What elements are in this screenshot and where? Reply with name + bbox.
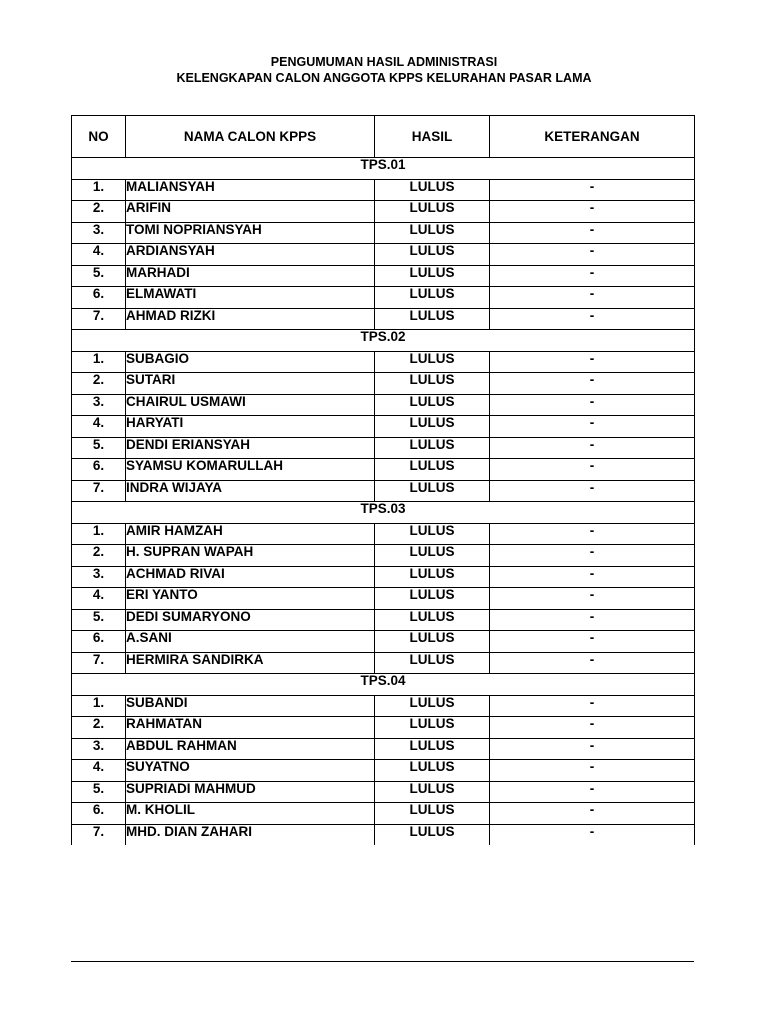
row-number: 5. — [72, 781, 126, 803]
candidate-name: SUTARI — [126, 373, 375, 395]
candidate-name: SUPRIADI MAHMUD — [126, 781, 375, 803]
remarks: - — [490, 244, 695, 266]
row-number: 4. — [72, 588, 126, 610]
table-row — [72, 244, 695, 266]
candidate-name: ARIFIN — [126, 201, 375, 223]
result-status: LULUS — [375, 609, 490, 631]
remarks: - — [490, 609, 695, 631]
candidate-name: MHD. DIAN ZAHARI — [126, 824, 375, 845]
remarks: - — [490, 416, 695, 438]
candidate-name: SUBANDI — [126, 695, 375, 717]
header-keterangan: KETERANGAN — [490, 116, 695, 158]
result-status: LULUS — [375, 760, 490, 782]
table-row — [72, 523, 695, 545]
table-row — [72, 609, 695, 631]
row-number: 5. — [72, 265, 126, 287]
table-row — [72, 287, 695, 309]
remarks: - — [490, 179, 695, 201]
table-row — [72, 545, 695, 567]
remarks: - — [490, 222, 695, 244]
table-row — [72, 717, 695, 739]
header-hasil: HASIL — [375, 116, 490, 158]
table-row — [72, 695, 695, 717]
row-number: 7. — [72, 824, 126, 845]
row-number: 4. — [72, 760, 126, 782]
kpps-results-table — [71, 115, 695, 845]
remarks: - — [490, 738, 695, 760]
remarks: - — [490, 695, 695, 717]
candidate-name: H. SUPRAN WAPAH — [126, 545, 375, 567]
document-title: PENGUMUMAN HASIL ADMINISTRASI — [270, 55, 498, 69]
table-row — [72, 652, 695, 674]
remarks: - — [490, 824, 695, 845]
table-row — [72, 566, 695, 588]
header-name: NAMA CALON KPPS — [126, 116, 375, 158]
tps-group-row — [72, 158, 695, 180]
remarks: - — [490, 373, 695, 395]
result-status: LULUS — [375, 803, 490, 825]
result-status: LULUS — [375, 652, 490, 674]
tps-group-row — [72, 674, 695, 696]
result-status: LULUS — [375, 781, 490, 803]
result-status: LULUS — [375, 695, 490, 717]
candidate-name: INDRA WIJAYA — [126, 480, 375, 502]
remarks: - — [490, 308, 695, 330]
table-header-row — [72, 116, 695, 158]
candidate-name: CHAIRUL USMAWI — [126, 394, 375, 416]
remarks: - — [490, 781, 695, 803]
result-status: LULUS — [375, 738, 490, 760]
row-number: 4. — [72, 244, 126, 266]
row-number: 6. — [72, 459, 126, 481]
row-number: 3. — [72, 566, 126, 588]
remarks: - — [490, 760, 695, 782]
table-row — [72, 222, 695, 244]
remarks: - — [490, 394, 695, 416]
row-number: 1. — [72, 351, 126, 373]
candidate-name: HERMIRA SANDIRKA — [126, 652, 375, 674]
result-status: LULUS — [375, 459, 490, 481]
candidate-name: AMIR HAMZAH — [126, 523, 375, 545]
candidate-name: AHMAD RIZKI — [126, 308, 375, 330]
remarks: - — [490, 201, 695, 223]
candidate-name: SUYATNO — [126, 760, 375, 782]
table-row — [72, 373, 695, 395]
table-row — [72, 201, 695, 223]
remarks: - — [490, 566, 695, 588]
row-number: 3. — [72, 394, 126, 416]
candidate-name: DENDI ERIANSYAH — [126, 437, 375, 459]
table-row — [72, 179, 695, 201]
result-status: LULUS — [375, 588, 490, 610]
footer-divider — [71, 961, 694, 962]
row-number: 2. — [72, 373, 126, 395]
row-number: 2. — [72, 717, 126, 739]
result-status: LULUS — [375, 566, 490, 588]
result-status: LULUS — [375, 351, 490, 373]
remarks: - — [490, 437, 695, 459]
result-status: LULUS — [375, 287, 490, 309]
result-status: LULUS — [375, 179, 490, 201]
tps-group-row — [72, 502, 695, 524]
row-number: 1. — [72, 179, 126, 201]
result-status: LULUS — [375, 373, 490, 395]
remarks: - — [490, 480, 695, 502]
candidate-name: MALIANSYAH — [126, 179, 375, 201]
remarks: - — [490, 631, 695, 653]
table-row — [72, 416, 695, 438]
tps-group-label: TPS.04 — [72, 674, 695, 696]
header-no: NO — [72, 116, 126, 158]
result-status: LULUS — [375, 265, 490, 287]
tps-group-label: TPS.01 — [72, 158, 695, 180]
tps-group-label: TPS.02 — [72, 330, 695, 352]
row-number: 4. — [72, 416, 126, 438]
candidate-name: DEDI SUMARYONO — [126, 609, 375, 631]
remarks: - — [490, 588, 695, 610]
tps-group-row — [72, 330, 695, 352]
remarks: - — [490, 459, 695, 481]
table-row — [72, 437, 695, 459]
table-row — [72, 824, 695, 845]
result-status: LULUS — [375, 244, 490, 266]
remarks: - — [490, 652, 695, 674]
row-number: 1. — [72, 695, 126, 717]
table-row — [72, 308, 695, 330]
row-number: 2. — [72, 545, 126, 567]
row-number: 5. — [72, 609, 126, 631]
table-row — [72, 588, 695, 610]
remarks: - — [490, 523, 695, 545]
result-status: LULUS — [375, 631, 490, 653]
result-status: LULUS — [375, 480, 490, 502]
table-row — [72, 803, 695, 825]
table-body — [72, 158, 695, 846]
result-status: LULUS — [375, 394, 490, 416]
table-row — [72, 351, 695, 373]
table-row — [72, 459, 695, 481]
result-status: LULUS — [375, 523, 490, 545]
table-row — [72, 265, 695, 287]
remarks: - — [490, 265, 695, 287]
candidate-name: SYAMSU KOMARULLAH — [126, 459, 375, 481]
row-number: 6. — [72, 631, 126, 653]
candidate-name: A.SANI — [126, 631, 375, 653]
result-status: LULUS — [375, 437, 490, 459]
table-row — [72, 394, 695, 416]
table-row — [72, 781, 695, 803]
result-status: LULUS — [375, 717, 490, 739]
remarks: - — [490, 351, 695, 373]
document-subtitle: KELENGKAPAN CALON ANGGOTA KPPS KELURAHAN PASAR LAMA — [176, 71, 592, 85]
candidate-name: MARHADI — [126, 265, 375, 287]
row-number: 3. — [72, 738, 126, 760]
candidate-name: RAHMATAN — [126, 717, 375, 739]
row-number: 7. — [72, 652, 126, 674]
row-number: 5. — [72, 437, 126, 459]
candidate-name: M. KHOLIL — [126, 803, 375, 825]
remarks: - — [490, 287, 695, 309]
row-number: 2. — [72, 201, 126, 223]
candidate-name: ELMAWATI — [126, 287, 375, 309]
row-number: 3. — [72, 222, 126, 244]
candidate-name: ACHMAD RIVAI — [126, 566, 375, 588]
candidate-name: HARYATI — [126, 416, 375, 438]
table-row — [72, 480, 695, 502]
row-number: 7. — [72, 480, 126, 502]
remarks: - — [490, 803, 695, 825]
candidate-name: ARDIANSYAH — [126, 244, 375, 266]
table-row — [72, 631, 695, 653]
remarks: - — [490, 545, 695, 567]
result-status: LULUS — [375, 545, 490, 567]
result-status: LULUS — [375, 222, 490, 244]
result-status: LULUS — [375, 416, 490, 438]
result-status: LULUS — [375, 201, 490, 223]
candidate-name: ABDUL RAHMAN — [126, 738, 375, 760]
remarks: - — [490, 717, 695, 739]
result-status: LULUS — [375, 308, 490, 330]
row-number: 6. — [72, 803, 126, 825]
candidate-name: SUBAGIO — [126, 351, 375, 373]
candidate-name: ERI YANTO — [126, 588, 375, 610]
candidate-name: TOMI NOPRIANSYAH — [126, 222, 375, 244]
result-status: LULUS — [375, 824, 490, 845]
row-number: 6. — [72, 287, 126, 309]
table-row — [72, 738, 695, 760]
row-number: 1. — [72, 523, 126, 545]
row-number: 7. — [72, 308, 126, 330]
tps-group-label: TPS.03 — [72, 502, 695, 524]
table-row — [72, 760, 695, 782]
